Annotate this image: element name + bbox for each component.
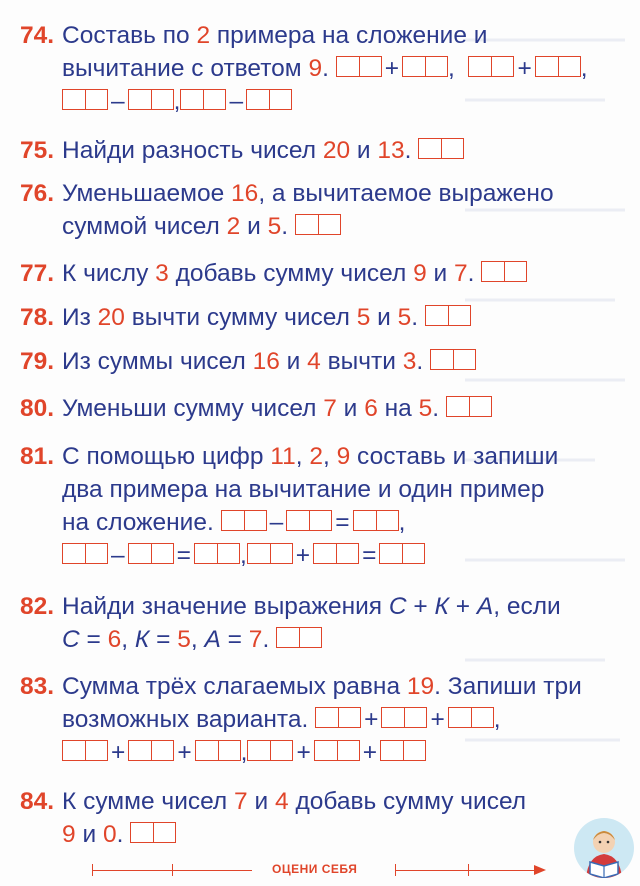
comma: , (240, 739, 248, 766)
variable: А (204, 626, 221, 653)
number: 3 (402, 348, 417, 375)
text: и (426, 260, 455, 287)
minus-sign: – (111, 88, 125, 115)
answer-box[interactable] (379, 543, 425, 564)
number: 7 (454, 260, 468, 287)
equals-sign: = (176, 542, 191, 569)
answer-box[interactable] (448, 707, 494, 728)
number: 11 (270, 443, 296, 470)
text: . (116, 821, 124, 848)
task-75 (20, 134, 620, 167)
text: , (295, 443, 310, 470)
plus-sign: + (448, 593, 477, 620)
text: и (75, 821, 103, 848)
number: 3 (155, 260, 169, 287)
answer-box[interactable] (276, 627, 322, 648)
scale-tick (92, 864, 93, 876)
task-84 (20, 785, 620, 851)
minus-sign: – (229, 88, 244, 115)
number: 19 (406, 673, 435, 700)
number: 6 (107, 626, 122, 653)
number: 20 (97, 304, 125, 331)
answer-box[interactable] (247, 740, 293, 761)
text: Уменьшаемое (62, 180, 232, 207)
plus-sign: + (111, 739, 126, 766)
answer-box[interactable] (446, 396, 492, 417)
number: 5 (267, 213, 282, 240)
variable: А (476, 593, 494, 620)
variable: С (388, 593, 407, 620)
variable: С (62, 626, 80, 653)
text: С помощью цифр (62, 443, 271, 470)
text: Из (62, 304, 98, 331)
answer-box[interactable] (246, 89, 292, 110)
number: 7 (248, 626, 263, 653)
answer-box[interactable] (128, 89, 174, 110)
text: вычти (320, 348, 403, 375)
text: . (467, 260, 475, 287)
self-assessment-label: ОЦЕНИ СЕБЯ (272, 862, 358, 876)
text: и (247, 788, 275, 815)
answer-box[interactable] (425, 305, 471, 326)
number: 7 (234, 788, 248, 815)
number: 4 (275, 788, 289, 815)
answer-box[interactable] (195, 740, 241, 761)
plus-sign: + (406, 593, 435, 620)
number: 5 (418, 395, 433, 422)
number: 5 (177, 626, 191, 653)
number: 16 (231, 180, 259, 207)
task-number: 82. (20, 593, 55, 620)
answer-box[interactable] (313, 543, 359, 564)
answer-box[interactable] (468, 56, 514, 77)
task-number: 77. (20, 260, 55, 287)
text: и (370, 304, 398, 331)
minus-sign: – (111, 542, 125, 569)
task-number: 80. (20, 395, 55, 422)
text: и (240, 213, 268, 240)
task-83 (20, 670, 620, 769)
comma: , (173, 88, 181, 115)
period: . (262, 626, 270, 653)
answer-box[interactable] (62, 89, 108, 110)
answer-box[interactable] (128, 543, 174, 564)
comma: , (493, 706, 501, 733)
minus-sign: – (269, 509, 284, 536)
number: 2 (196, 22, 211, 49)
answer-box[interactable] (535, 56, 581, 77)
answer-box[interactable] (180, 89, 226, 110)
answer-box[interactable] (62, 543, 108, 564)
text: . (322, 55, 329, 82)
text: Уменьши сумму чисел (62, 395, 324, 422)
plus-sign: + (430, 706, 445, 733)
variable: К (434, 593, 449, 620)
text: два примера на вычитание и один пример (62, 476, 545, 503)
task-76 (20, 177, 620, 243)
text: на (377, 395, 419, 422)
task-79 (20, 345, 620, 378)
text: Сумма трёх слагаемых равна (62, 673, 407, 700)
task-number: 84. (20, 788, 55, 815)
scale-line-right (395, 870, 535, 871)
number: 2 (309, 443, 323, 470)
text: . (411, 304, 419, 331)
text: , если (493, 593, 561, 620)
answer-box[interactable] (130, 822, 176, 843)
text: и (279, 348, 308, 375)
text: примера на сложение и (210, 22, 488, 49)
answer-box[interactable] (194, 543, 240, 564)
plus-sign: + (295, 542, 311, 569)
text: Из суммы чисел (62, 348, 253, 375)
text: Найди значение выражения (62, 593, 389, 620)
number: 5 (356, 304, 371, 331)
number: 5 (397, 304, 412, 331)
answer-box[interactable] (128, 740, 174, 761)
answer-box[interactable] (247, 543, 293, 564)
text: Найди разность чисел (62, 137, 323, 164)
number: 7 (323, 395, 337, 422)
comma: , (190, 626, 205, 653)
text: вычти сумму чисел (124, 304, 357, 331)
equals-sign: = (79, 626, 108, 653)
text: К числу (62, 260, 156, 287)
reading-child-logo-icon (574, 818, 634, 878)
comma: , (121, 626, 135, 653)
number: 9 (62, 821, 76, 848)
answer-box[interactable] (286, 510, 332, 531)
text: на сложение. (62, 509, 214, 536)
text: вычитание с ответом (62, 55, 309, 82)
text: . (416, 348, 424, 375)
text: и (350, 137, 378, 164)
text: возможных варианта. (62, 706, 309, 733)
comma: , (239, 542, 247, 569)
text: добавь сумму чисел (288, 788, 527, 815)
comma: , (398, 509, 406, 536)
number: 13 (377, 137, 405, 164)
number: 9 (336, 443, 351, 470)
task-78 (20, 301, 620, 334)
number: 4 (307, 348, 321, 375)
plus-sign: + (384, 55, 400, 82)
text: и (336, 395, 365, 422)
equals-sign: = (149, 626, 178, 653)
comma: , (580, 55, 588, 82)
text: суммой чисел (62, 213, 227, 240)
text: добавь сумму чисел (168, 260, 414, 287)
answer-box[interactable] (380, 740, 426, 761)
text: , (322, 443, 337, 470)
task-number: 83. (20, 673, 55, 700)
text: К сумме чисел (62, 788, 235, 815)
task-number: 78. (20, 304, 55, 331)
answer-box[interactable] (418, 138, 464, 159)
plus-sign: + (296, 739, 311, 766)
task-82 (20, 590, 620, 656)
number: 0 (102, 821, 117, 848)
answer-box[interactable] (295, 214, 341, 235)
text: , а вычитаемое выражено (258, 180, 554, 207)
answer-box[interactable] (221, 510, 267, 531)
scale-tick (172, 864, 173, 876)
task-number: 75. (20, 137, 55, 164)
number: 9 (308, 55, 323, 82)
plus-sign: + (362, 739, 378, 766)
task-number: 79. (20, 348, 55, 375)
number: 20 (322, 137, 351, 164)
variable: К (134, 626, 150, 653)
equals-sign: = (220, 626, 249, 653)
plus-sign: + (517, 55, 532, 82)
equals-sign: = (335, 509, 350, 536)
answer-box[interactable] (381, 707, 427, 728)
number: 6 (364, 395, 378, 422)
text: . (281, 213, 289, 240)
task-77 (20, 257, 620, 290)
number: 9 (413, 260, 427, 287)
task-74 (20, 19, 620, 118)
plus-sign: + (364, 706, 379, 733)
answer-box[interactable] (402, 56, 448, 77)
answer-box[interactable] (336, 56, 382, 77)
answer-box[interactable] (430, 349, 476, 370)
task-80 (20, 392, 620, 425)
comma: , (448, 55, 455, 82)
equals-sign: = (362, 542, 377, 569)
text: . Запиши три (434, 673, 582, 700)
task-81 (20, 440, 620, 572)
task-number: 81. (20, 443, 55, 470)
answer-box[interactable] (62, 740, 108, 761)
text: Составь по (62, 22, 197, 49)
text: . (404, 137, 412, 164)
answer-box[interactable] (353, 510, 399, 531)
answer-box[interactable] (315, 707, 361, 728)
text: . (432, 395, 440, 422)
number: 16 (252, 348, 280, 375)
number: 2 (226, 213, 241, 240)
task-number: 74. (20, 22, 55, 49)
answer-box[interactable] (314, 740, 360, 761)
task-number: 76. (20, 180, 55, 207)
answer-box[interactable] (481, 261, 527, 282)
text: составь и запиши (350, 443, 559, 470)
scale-arrow-icon (534, 865, 546, 875)
plus-sign: + (177, 739, 192, 766)
